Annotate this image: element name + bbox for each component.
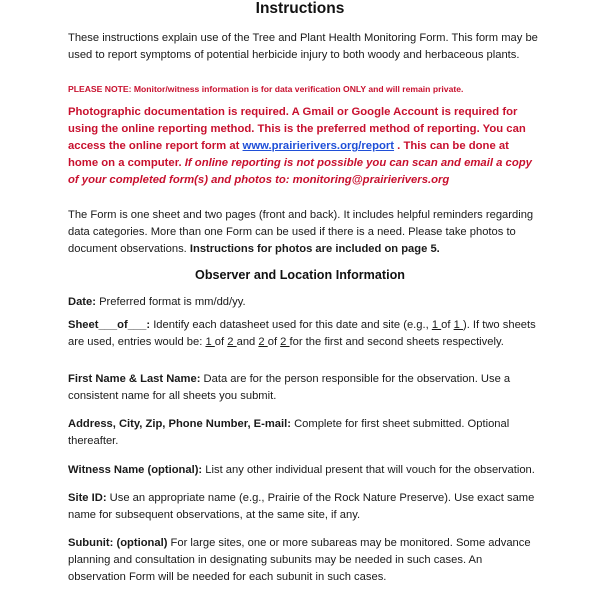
- item-sheet: [68, 317, 538, 351]
- subunit-label: Subunit: (optional): [68, 537, 168, 549]
- item-name: [68, 371, 538, 405]
- intro-paragraph: These instructions explain use of the Tree and Plant Health Monitoring Form. This form may be used to report symptoms of potential herbicide injury to both woody and herbaceous plants.: [68, 32, 538, 61]
- item-subunit: [68, 535, 538, 586]
- photo-notice-text-2: . This can be done at home on a computer.: [68, 140, 509, 169]
- witness-label: Witness Name (optional):: [68, 464, 203, 476]
- sheet-text: of: [214, 336, 228, 348]
- date-label: Date:: [68, 296, 96, 308]
- witness-text: List any other individual present that will vouch for the observation.: [202, 464, 535, 476]
- item-site-id: [68, 490, 538, 524]
- site-id-text: Use an appropriate name (e.g., Prairie of the Rock Nature Preserve). Use exact same name for subsequent observations, at the same site, if any.: [68, 492, 535, 521]
- name-text: Data are for the person responsible for the observation. Use a consistent name for all sheets you submit.: [68, 373, 511, 402]
- item-witness: [68, 462, 538, 479]
- sheet-example-value: 2: [280, 336, 290, 348]
- sheet-example-value: 2: [258, 336, 268, 348]
- photo-notice: [68, 104, 538, 189]
- site-id-label: Site ID:: [68, 492, 107, 504]
- address-text: Complete for first sheet submitted. Optional thereafter.: [68, 418, 510, 447]
- subunit-text: For large sites, one or more subareas may be monitored. Some advance planning and consultation in designating subunits may be needed in such cases. An observation Form will be needed for each subunit in such cases.: [68, 537, 531, 583]
- photo-notice-text: Photographic documentation is required. A Gmail or Google Account is required for using the online reporting method. This is the preferred method of reporting. You can access the online report form at: [68, 106, 526, 152]
- sheet-example-value: 1: [205, 336, 215, 348]
- item-date: [68, 294, 538, 311]
- sheet-example-value: 2: [227, 336, 237, 348]
- photo-notice-email: If online reporting is not possible you can scan and email a copy of your completed form(s) and photos to: monitoring@prairierivers.org: [68, 157, 532, 186]
- form-info-text: The Form is one sheet and two pages (front and back). It includes helpful reminders regarding data categories. More than one Form can be used if there is a need. Please take photos to document observations.: [68, 209, 534, 255]
- sheet-text: and: [236, 336, 259, 348]
- sheet-text: Identify each datasheet used for this date and site (e.g.,: [150, 319, 432, 331]
- page-title: Instructions: [255, 0, 345, 17]
- sheet-text: for the first and second sheets respectively.: [289, 336, 504, 348]
- sheet-label: Sheet___of___:: [68, 319, 151, 331]
- form-info-paragraph: [68, 207, 538, 258]
- report-link[interactable]: www.prairierivers.org/report: [242, 140, 395, 152]
- sheet-example-value: 1: [453, 319, 463, 331]
- sheet-text: of: [267, 336, 281, 348]
- sheet-example-value: 1: [431, 319, 442, 331]
- date-text: Preferred format is mm/dd/yy.: [95, 296, 246, 308]
- privacy-note: PLEASE NOTE: Monitor/witness information is for data verification ONLY and will remain private.: [68, 84, 464, 94]
- item-address: [68, 416, 538, 450]
- address-label: Address, City, Zip, Phone Number, E-mail:: [68, 418, 291, 430]
- name-label: First Name & Last Name:: [68, 373, 201, 385]
- section-title: Observer and Location Information: [195, 268, 405, 282]
- sheet-text: of: [441, 319, 454, 331]
- form-info-bold: Instructions for photos are included on page 5.: [189, 243, 440, 255]
- sheet-text: ). If two sheets are used, entries would be:: [68, 319, 536, 348]
